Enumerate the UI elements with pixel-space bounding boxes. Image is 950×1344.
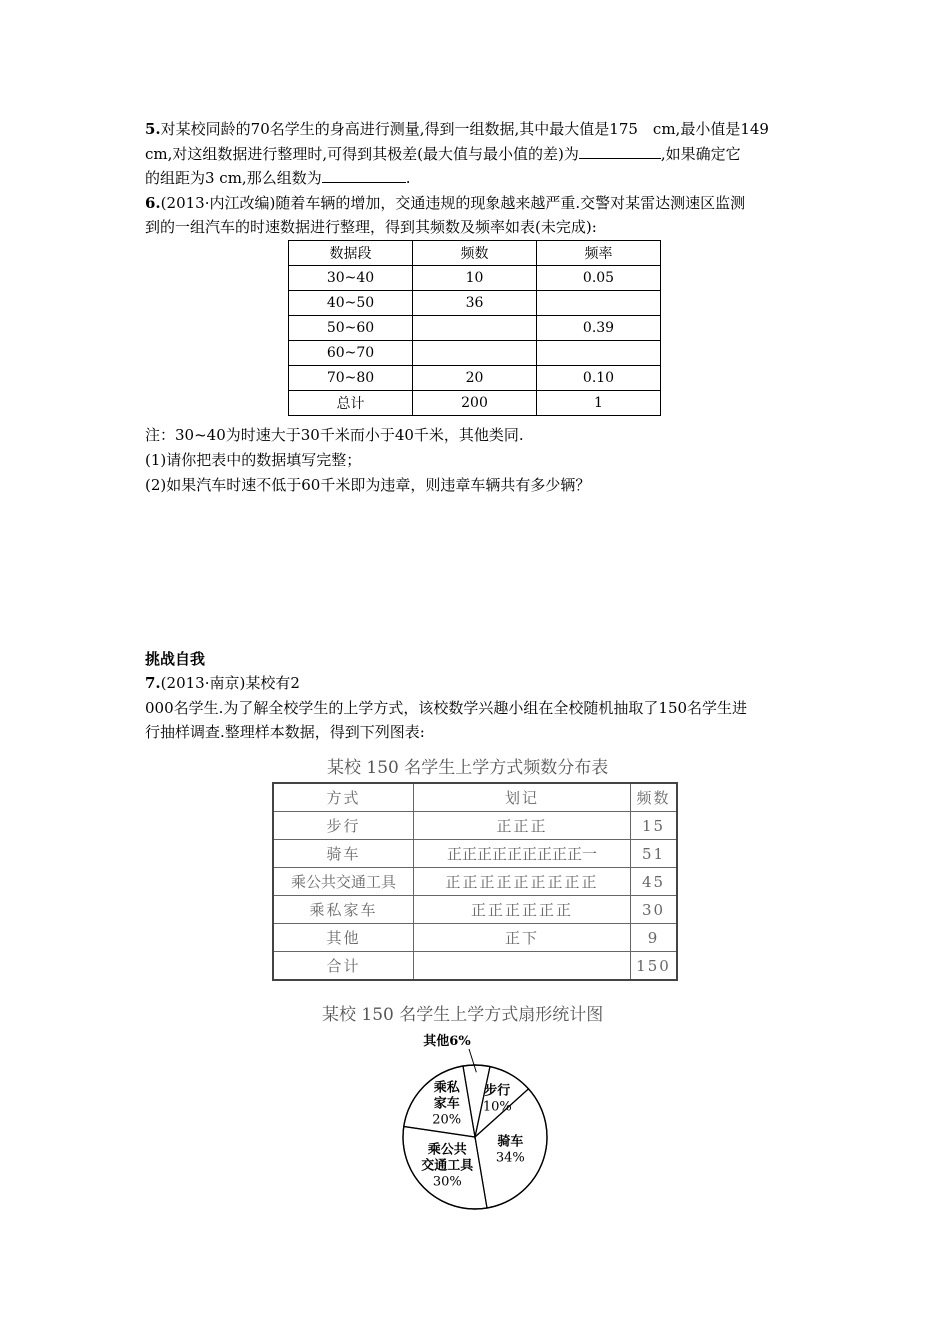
frequency-table-title: 某校 150 名学生上学方式频数分布表: [327, 758, 609, 778]
table-cell: 15: [631, 812, 678, 840]
table-cell: 30~40: [289, 266, 413, 291]
table-header-row: [273, 783, 677, 812]
table-cell: 0.05: [537, 266, 661, 291]
commute-pie-chart: [380, 1020, 570, 1210]
table-row: [289, 366, 661, 391]
table-row: [273, 868, 677, 896]
table-cell: 1: [537, 391, 661, 416]
q6-line1: [145, 192, 745, 214]
table-cell: 150: [631, 952, 678, 981]
table-row: [273, 924, 677, 952]
q5-answer-blank-range[interactable]: [579, 143, 661, 159]
pie-percent: 34%: [495, 1150, 525, 1166]
q5-line2: [145, 143, 741, 165]
pie-chart-title: 某校 150 名学生上学方式扇形统计图: [322, 1005, 604, 1025]
table-cell: 45: [631, 868, 678, 896]
table-header-cell: 划记: [414, 783, 631, 812]
pie-label: 乘公共: [427, 1142, 467, 1158]
pie-percent: 20%: [432, 1112, 462, 1128]
table-row: [289, 316, 661, 341]
table-header-cell: 数据段: [289, 241, 413, 266]
table-cell-blank[interactable]: [537, 291, 661, 316]
table-cell: 60~70: [289, 341, 413, 366]
q7-line3: 行抽样调查.整理样本数据，得到下列图表:: [145, 723, 425, 741]
q5-number: 5.: [145, 120, 161, 138]
table-cell-blank[interactable]: [537, 341, 661, 366]
q7-number: 7.: [145, 674, 161, 692]
table-cell: 36: [413, 291, 537, 316]
q6-line2: 到的一组汽车的时速数据进行整理，得到其频数及频率如表(未完成):: [145, 218, 597, 236]
table-cell: 70~80: [289, 366, 413, 391]
table-row: [273, 952, 677, 981]
pie-label: 乘私: [433, 1080, 460, 1096]
table-cell: 51: [631, 840, 678, 868]
tally-cell: 正正正正正正正正正一: [414, 840, 631, 868]
q6-note: 注：30~40为时速大于30千米而小于40千米，其他类同.: [145, 426, 524, 444]
tally-cell: 正下: [414, 924, 631, 952]
table-row: [289, 341, 661, 366]
table-cell: 步行: [273, 812, 414, 840]
q6-number: 6.: [145, 194, 161, 212]
tally-cell: 正正正: [414, 812, 631, 840]
q6-text-1: (2013·内江改编)随着车辆的增加，交通违规的现象越来越严重.交警对某雷达测速区监测: [160, 194, 746, 212]
table-cell: 200: [413, 391, 537, 416]
q5-text-2b: ,如果确定它: [660, 145, 741, 163]
q6-sub2: (2)如果汽车时速不低于60千米即为违章，则违章车辆共有多少辆？: [145, 476, 591, 494]
table-header-cell: 频率: [537, 241, 661, 266]
table-cell: 乘私家车: [273, 896, 414, 924]
table-cell: 总计: [289, 391, 413, 416]
table-header-row: [289, 241, 661, 266]
pie-label: 步行: [484, 1083, 511, 1099]
table-cell: 骑车: [273, 840, 414, 868]
q5-text-1: 对某校同龄的70名学生的身高进行测量,得到一组数据,其中最大值是175 cm,最小值是149: [160, 120, 769, 138]
q7-line1: [145, 672, 300, 694]
table-cell: 0.10: [537, 366, 661, 391]
q5-answer-blank-groups[interactable]: [322, 167, 406, 183]
table-cell: 0.39: [537, 316, 661, 341]
q5-line1: [145, 118, 769, 140]
table-row: [289, 291, 661, 316]
table-row: [273, 812, 677, 840]
table-row: [289, 391, 661, 416]
pie-label: 骑车: [497, 1134, 524, 1150]
table-cell: 50~60: [289, 316, 413, 341]
q6-sub1: (1)请你把表中的数据填写完整；: [145, 451, 362, 469]
table-cell-blank[interactable]: [413, 341, 537, 366]
table-header-cell: 频数: [413, 241, 537, 266]
table-cell: 10: [413, 266, 537, 291]
q5-text-3b: .: [405, 169, 411, 187]
table-cell: 40~50: [289, 291, 413, 316]
q5-line3: [145, 167, 411, 189]
table-header-cell: 方式: [273, 783, 414, 812]
table-cell: 其他: [273, 924, 414, 952]
pie-label: 家车: [433, 1096, 460, 1112]
q5-text-3a: 的组距为3 cm,那么组数为: [145, 169, 322, 187]
table-row: [289, 266, 661, 291]
tally-cell: 正正正正正正正正正: [414, 868, 631, 896]
tally-cell: [414, 952, 631, 981]
table-cell: 20: [413, 366, 537, 391]
speed-frequency-table: [288, 240, 661, 416]
table-row: [273, 896, 677, 924]
table-cell: 30: [631, 896, 678, 924]
q7-line2: 000名学生.为了解全校学生的上学方式，该校数学兴趣小组在全校随机抽取了150名学生进: [145, 699, 748, 717]
table-cell-blank[interactable]: [413, 316, 537, 341]
q7-text-1: (2013·南京)某校有2: [160, 674, 300, 692]
table-header-cell: 频数: [631, 783, 678, 812]
section-heading: 挑战自我: [145, 650, 206, 668]
table-cell: 9: [631, 924, 678, 952]
table-cell: 乘公共交通工具: [273, 868, 414, 896]
table-row: [273, 840, 677, 868]
pie-label: 交通工具: [421, 1158, 474, 1174]
pie-percent: 30%: [432, 1174, 462, 1190]
pie-label: 其他6%: [423, 1034, 471, 1049]
table-cell: 合计: [273, 952, 414, 981]
tally-cell: 正正正正正正: [414, 896, 631, 924]
q5-text-2a: cm,对这组数据进行整理时,可得到其极差(最大值与最小值的差)为: [145, 145, 579, 163]
commute-frequency-table: [272, 782, 678, 981]
pie-percent: 10%: [482, 1099, 512, 1115]
